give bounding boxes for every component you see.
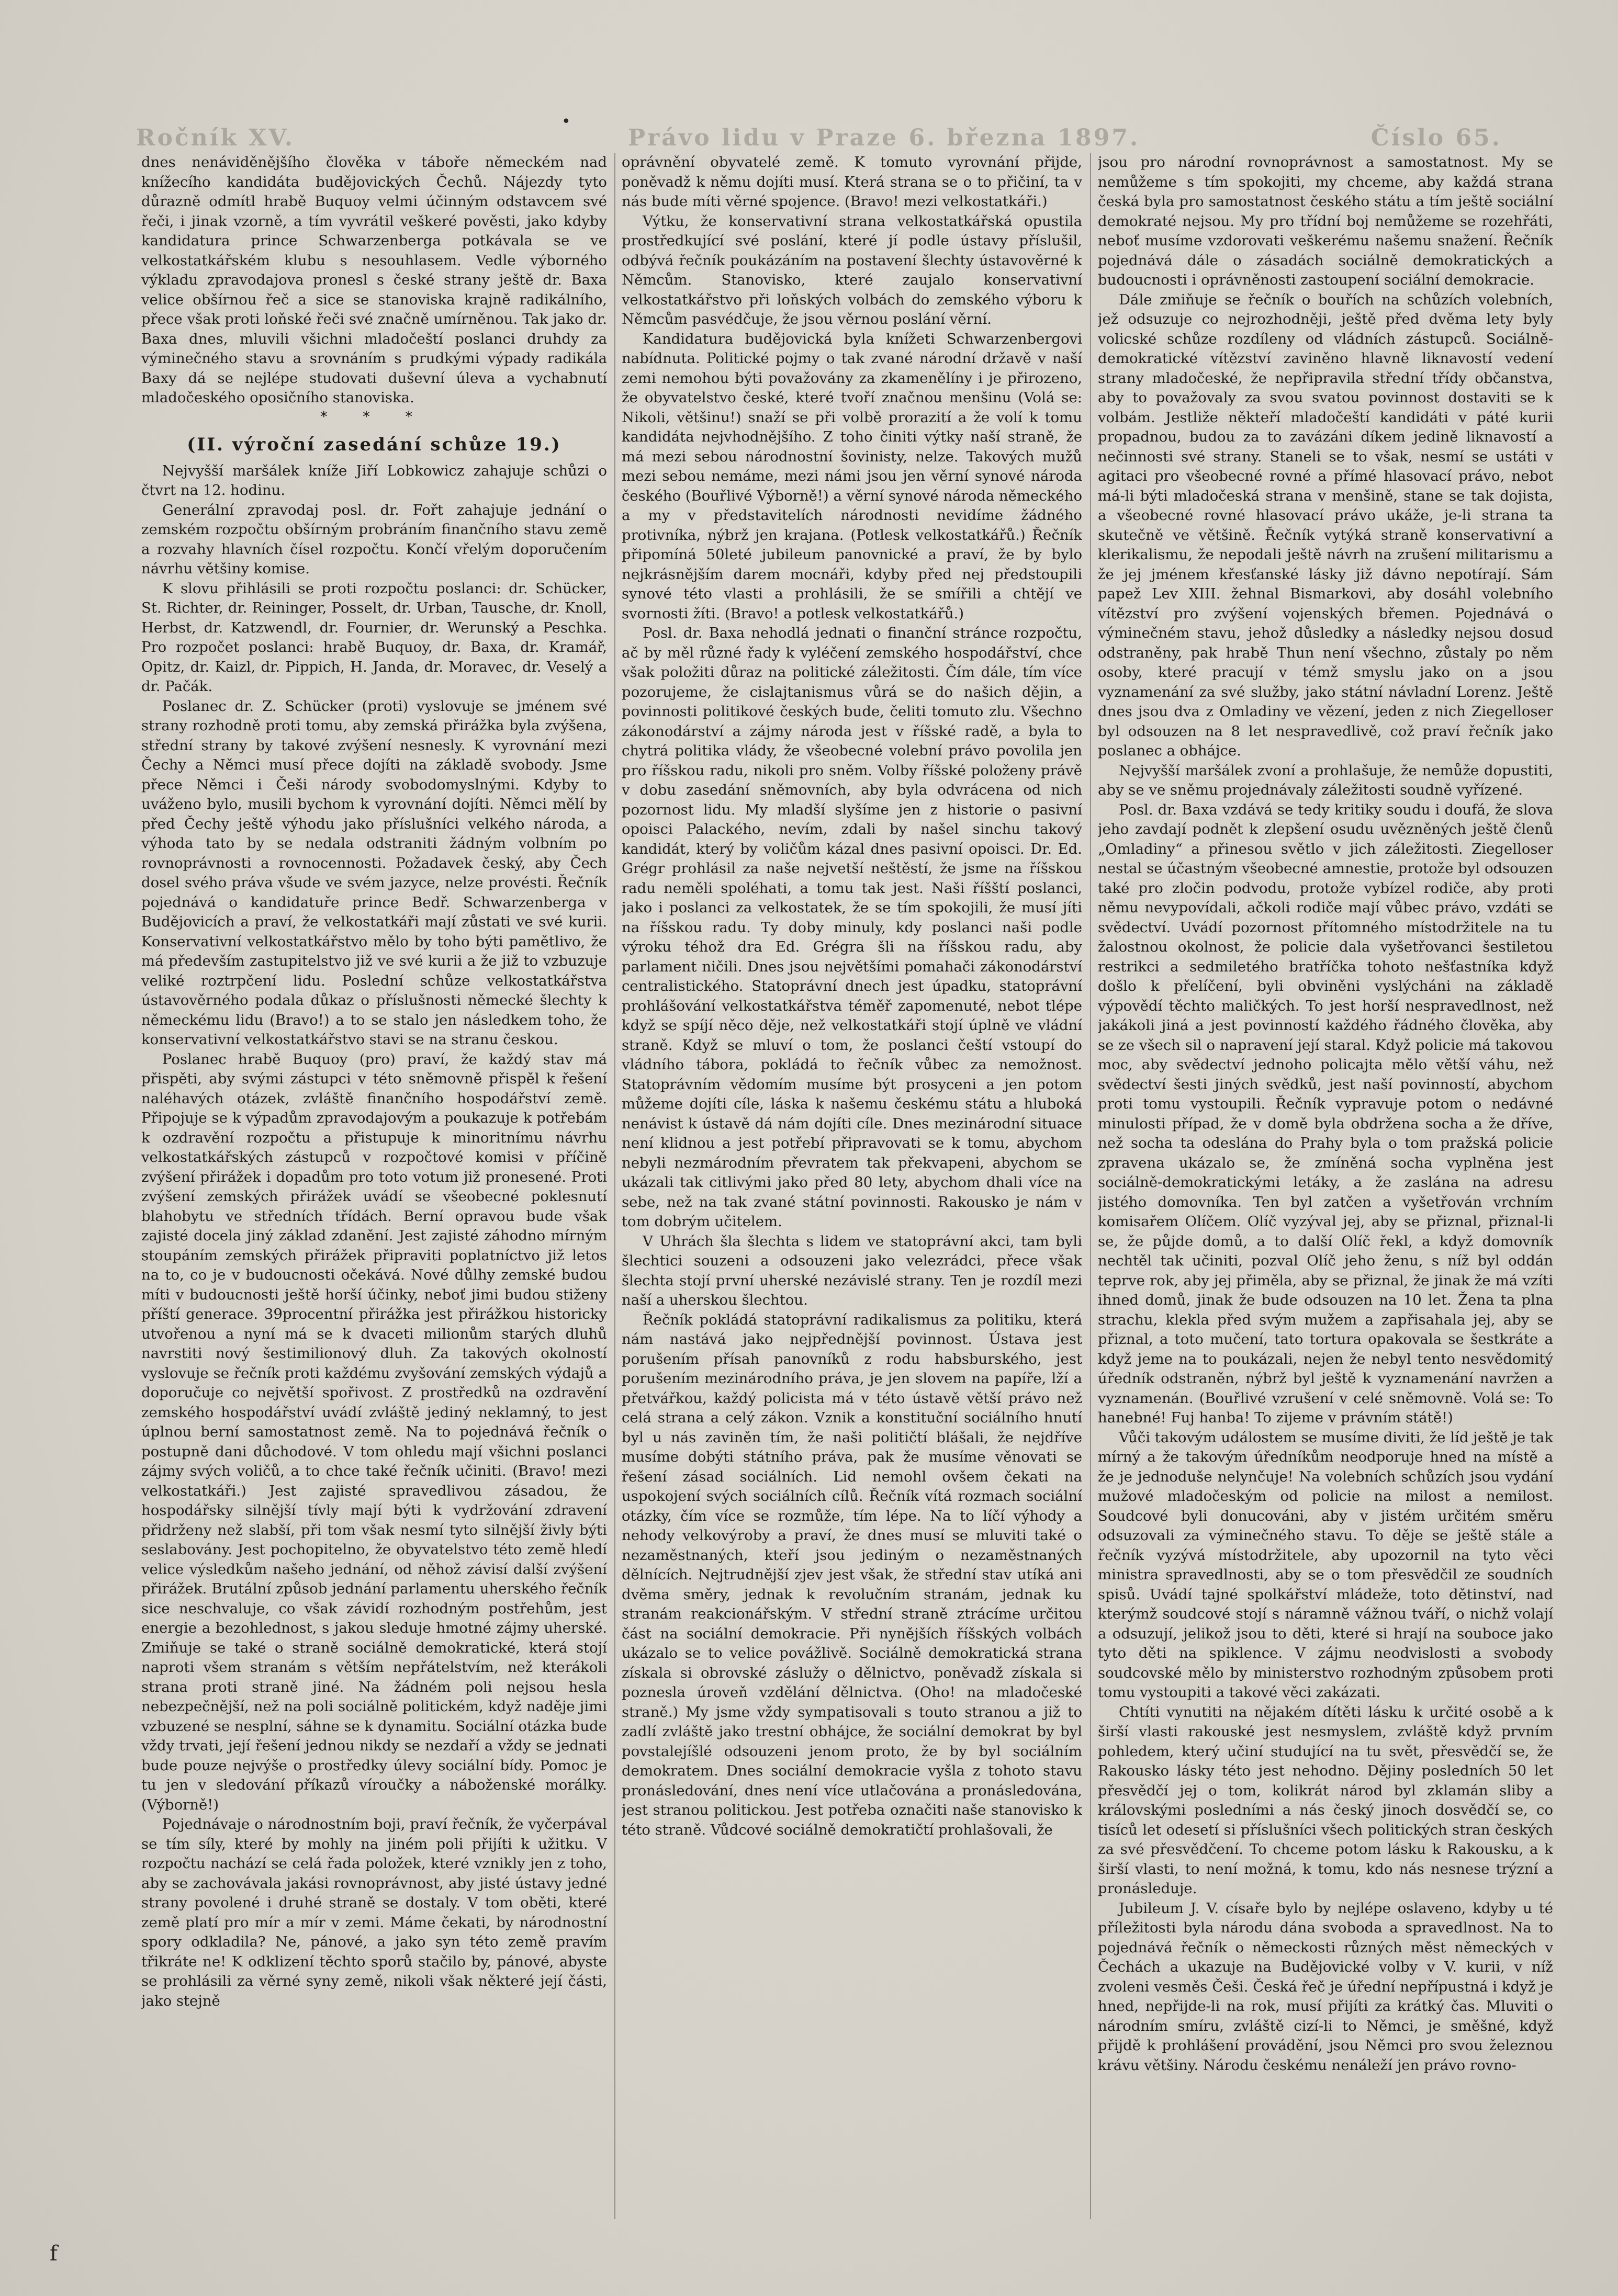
margin-mark: f [50, 2242, 58, 2266]
paragraph: Jubileum J. V. císaře bylo by nejlépe oslaveno, kdyby u té příležitosti byla národu dána svoboda a spravedlnost. Na to pojednává řečník o německosti různých měst německých v Čechách a ukazuje na Budějovické volby v V. kurii, v níž zvoleni vesměs Češi. Česká řeč je úřední nepřípustná i když je hned, nepřijde-li na rok, musí přijíti za krátký čas. Mluviti o národním smíru, zvláště cizí-li to Němci, je směšné, když přijdě k prohlášení provádění, jsou Němci pro svou železnou krávu většiny. Národu českému nenáleží jen právo rovno- [1098, 1899, 1553, 2074]
paragraph: V Uhrách šla šlechta s lidem ve statoprávní akci, tam byli šlechtici souzeni a odsouzeni jako velezrádci, přece však šlechta stojí první uherské nezávislé strany. Ten je rozdíl mezi naší a uherskou šlechtou. [622, 1232, 1082, 1308]
paragraph: dnes nenáviděnějšího člověka v táboře německém nad knížecího kandidáta budějovických Čechů. Nájezdy tyto důrazně odmítl hrabě Buquoy velmi účinným odstavcem své řeči, i jinak vzorně, a tím vyvrátil veškeré pověsti, jako kdyby kandidatura prince Schwarzenberga potkávala se ve velkostatkářském klubu s nesouhlasem. Vedle výborného výkladu zpravodajova pronesl s české strany ještě dr. Baxa velice obšírnou řeč a sice se stanoviska krajně radikálního, přece však proti loňské řeči své značně umírněnou. Tak jako dr. Baxa dnes, mluvili všichni mladočeští poslanci druhdy za výminečného stavu a srovnáním s prudkými výpady radikála Baxy dá se nejlépe studovati duševní úleva a vychabnutí mladočeského oposičního stanoviska. [141, 154, 607, 406]
section-heading: (II. výroční zasedání schůze 19.) [187, 434, 561, 455]
volume-label: Ročník XV. [136, 125, 295, 151]
paragraph: Řečník pokládá statoprávní radikalismus za politiku, která nám nastává jako nejpřednější povinnost. Ústava jest porušením přísah panovníků z rodu habsburského, jest porušením mezinárodního práva, je jen slovem na papíře, lží a přetvářkou, každý policista má v této ústavě větší právo než celá strana a celý zákon. Vznik a konstituční sociálního hnutí byl u nás zaviněn tím, že naši političtí blášali, že nejdříve musíme dobýti státního práva, pak že musíme věnovati se řešení zásad sociálních. Lid nemohl ovšem čekati na uspokojení svých sociálních cílů. Řečník vítá rozmach sociální otázky, čím více se rozmůže, tím lépe. Na to líčí výhody a nehody velkovýroby a praví, že dnes musí se mluviti také o nezaměstnaných, kteří jsou jediným o nezaměstnaných dělnících. Nejtrudnější zjev jest však, že střední stav utíká ani dvěma směry, jednak k revolučním stranám, jednak ku stranám reakcionářským. V střední straně ztrácíme určitou část na sociální demokracie. Při nynějších říšských volbách ukázalo se to velice povážlivě. Sociálně demokratická strana získala si obrovské záslužy o dělnictvo, poněvadž získala si poznesla úroveň vzdělání dělnictva. (Oho! na mladočeské straně.) My jsme vždy sympatisovali s touto stranou a již to zadlí zvláště jako trestní obhájce, že sociální demokrat by byl povstalejíšlé odsouzeni jenom proto, že by byl sociálním demokratem. Dnes sociální demokracie vyšla z tohoto stavu pronásledování, dnes není více utlačována a pronásledována, jest stranou politickou. Jest potřeba označiti naše stanovisko k této straně. Vůdcové sociálně demokratičtí prohlašovali, že [622, 1311, 1082, 1838]
paragraph: Poslanec hrabě Buquoy (pro) praví, že každý stav má přispěti, aby svými zástupci v této sněmovně přispěl k řešení naléhavých otázek, zvláště finančního hospodářství země. Připojuje se k výpadům zpravodajovým a poukazuje k potřebám k ozdravění rozpočtu a přistupuje k minoritnímu návrhu velkostatkářských zástupců v rozpočtové komisi v příčině zvýšení přirážek i dopadům pro toto votum již pronesené. Proti zvýšení zemských přirážek uvádí se všeobecné poklesnutí blahobytu ve středních třídách. Berní opravou bude však zajisté docela jiný základ zdanění. Jest zajisté záhodno mírným stoupáním zemských přirážek připraviti poplatníctvo již letos na to, co je v budoucnosti očekává. Nové důlhy zemské budou míti v budoucnosti ještě horší účinky, neboť jimi budou stiženy příští generace. 39procentní přirážka jest přirážkou historicky utvořenou a nyní má se k dvaceti milionům starých dluhů navrstiti nový šestimilionový dluh. Za takových okolností vyslovuje se řečník proti každému zvyšování zemských výdajů a doporučuje co největší spořivost. Z prostředků na ozdravění zemského hospodářství uvádí zvláště jediný neklamný, to jest úplnou berní samostatnost země. Na to pojednává řečník o postupně dani důchodové. V tom ohledu mají všichni poslanci zájmy svých voličů, a to chce také řečník učiniti. (Bravo! mezi velkostatkáři.) Jest zajisté spravedlivou zásadou, že hospodářsky silnější tívly mají býti k vydržování zdravení přidrženy než slabší, při tom však nesmí tyto silnější živly býti seslabovány. Jest pochopitelno, že obyvatelstvo této země hledí velice výsledkům našeho jednání, od něhož závisí další zvýšení přirážek. Brutální způsob jednání parlamentu uherského řečník sice neschvaluje, co však závidí rozhodným postřehům, jest energie a bezohlednost, s jakou sleduje hmotné zájmy uherské. Zmiňuje se také o straně sociálně demokratické, která stojí naproti všem stranám s větším nepřátelstvím, než kterákoli strana proti straně jiné. Na žádném poli nejsou hesla nebezpečnější, než na poli sociálně politickém, když naděje jimi vzbuzené se nesplní, sáhne se k dynamitu. Sociální otázka bude vždy trvati, její řešení jednou nikdy se nezdaří a vždy se jednati bude pouze nejvýše o prostředky úlevy sociální bídy. Pomoc je tu jen v sledování příkazů víroučky a náboženské morálky. (Výborně!) [141, 1050, 607, 1813]
column-divider [1090, 153, 1091, 2219]
paragraph: Poslanec dr. Z. Schücker (proti) vyslovuje se jménem své strany rozhodně proti tomu, aby zemská přirážka byla zvýšena, střední strany by takové zvýšení nesnesly. K vyrovnání mezi Čechy a Němci musí přece dojíti na základě svobody. Jsme přece Němci i Češi národy svobodomyslnými. Kdyby to uváženo bylo, musili bychom k vyrovnání dojíti. Němci mělí by před Čechy ještě výhodu jako příslušníci velkého národa, a výhoda tato by se nedala odstraniti žádným volbním po rovnoprávnosti a rovnocennosti. Požadavek český, aby Čech dosel svého práva všude ve svém jazyce, nelze provésti. Řečník pojednává o kandidatuře prince Bedř. Schwarzenberga v Budějovicích a praví, že velkostatkáři mají zůstati ve své kurii. Konservativní velkostatkářstvo mělo by toho býti pamětlivo, že má především zastupitelstvo již ve své kurii a že již to vzbuzuje veliké roztrpčení lidu. Poslední schůze velkostatkářstva ústavověrného podala důkaz o příslušnosti německé šlechty k německému lidu (Bravo!) a to se stalo jen následkem toho, že konservativní velkostatkářstvo stavi se na stranu českou. [141, 697, 607, 1048]
paragraph: oprávnění obyvatelé země. K tomuto vyrovnání přijde, poněvadž k němu dojíti musí. Která strana se o to přičiní, ta v nás bude míti věrné spojence. (Bravo! mezi velkostatkáři.) [622, 154, 1082, 210]
column-2 [622, 153, 1082, 2219]
paragraph: Posl. dr. Baxa vzdává se tedy kritiky soudu i doufá, že slova jeho zavdají podnět k zlepšení osudu uvězněných ještě členů „Omladiny“ a přinesou světlo v jich záležitosti. Ziegelloser nestal se účastným všeobecné amnestie, protože byl odsouzen také pro zločin podvodu, protože vybízel rodiče, aby proti němu nevypovídali, ačkoli rodiče mají vůbec právo, vzdáti se svědectví. Uvádí pozornost přítomného místodržitele na tu žalostnou okolnost, že policie dala vyšetřovanci šestiletou restrikci a sedmiletého bratříčka tohoto nešťastníka když došlo k přelíčení, byli obviněni vyslýcháni na základě výpovědí těchto maličkých. To jest horší nespravedlnost, než jakákoli jiná a jest povinností každého řádného člověka, aby se ze všech sil o napravení její staral. Když policie má takovou moc, aby svědectví jednoho policajta mělo větší váhu, než svědectví šesti jiných svědků, jest naší povinností, abychom proti tomu vystoupili. Řečník vypravuje potom o nedávné minulosti případ, že v domě byla obdržena socha a že dříve, než socha ta odeslána do Prahy byla o tom pražská policie zpravena ukázalo se, že zmíněná socha vyplněna jest sociálně-demokratickými letáky, a že zaslána na adresu jistého domovníka. Ten byl zatčen a vyšetřován vrchním komisařem Olíčem. Olíč vyzýval jej, aby se přiznal, přiznal-li se, že půjde domů, a to další Olíč řekl, a když domovník nechtěl tak učiniti, pozval Olíč jeho ženu, s níž byl oddán teprve rok, aby jej přiměla, aby se přiznal, že jinak že má vzíti ihned domů, jinak že bude odsouzen na 10 let. Žena ta plna strachu, klekla před svým mužem a zapřisahala jej, aby se přiznal, a toto mučení, tato tortura opakovala se šestkráte a když jeme na to poukázali, nejen že nebyl tento nesvědomitý úředník odstraněn, nýbrž byl ještě k vyznamenání navržen a vyznamenán. (Bouřlivé vzrušení v celé sněmovně. Volá se: To hanebné! Fuj hanba! To zijeme v právním státě!) [1098, 801, 1553, 1426]
paragraph: Generální zpravodaj posl. dr. Fořt zahajuje jednání o zemském rozpočtu obšírným probráním finančního stavu země a rozvahy hlavních čísel rozpočtu. Končí vřelým doporučením návrhu většiny komise. [141, 501, 607, 577]
paragraph: K slovu přihlásili se proti rozpočtu poslanci: dr. Schücker, St. Richter, dr. Reininger, Posselt, dr. Urban, Tausche, dr. Knoll, Herbst, dr. Katzwendl, dr. Fournier, dr. Werunský a Peschka. Pro rozpočet poslanci: hrabě Buquoy, dr. Baxa, dr. Kramář, Opitz, dr. Kaizl, dr. Pippich, H. Janda, dr. Moravec, dr. Veselý a dr. Pačák. [141, 580, 607, 695]
issue-number: Číslo 65. [1370, 125, 1502, 151]
date-line: Právo lidu v Praze 6. března 1897. [628, 125, 1140, 151]
column-3 [1098, 153, 1553, 2219]
paragraph: jsou pro národní rovnoprávnost a samostatnost. My se nemůžeme s tím spokojiti, my chceme, aby každá strana česká byla pro samostatnost českého státu a tím ještě sociální demokraté nejsou. My pro třídní boj nemůžeme se rozehřáti, neboť musíme vzdorovati veškerému našemu snažení. Řečník pojednává dále o zásadách sociálně demokratických a budoucnosti i oprávněnosti zastoupení sociální demokracie. [1098, 154, 1553, 288]
paragraph: Pojednávaje o národnostním boji, praví řečník, že vyčerpával se tím síly, které by mohly na jiném poli přijíti k užitku. V rozpočtu nachází se celá řada položek, které vznikly jen z toho, aby se zachovávala jakási rovnoprávnost, aby jisté ústavy jedné strany povolené i druhé straně se dostaly. V tom oběti, které země platí pro mír a mír v zemi. Máme čekati, by národnostní spory odkladila? Ne, pánové, a jako syn této země pravím třikráte ne! K odklizení těchto sporů stačilo by, pánové, abyste se prohlásili za věrné syny země, nikoli však některé její části, jako stejně [141, 1816, 607, 2009]
paragraph: Chtíti vynutiti na nějakém dítěti lásku k určité osobě a k širší vlasti rakouské jest nesmyslem, zvláště když prvním pohledem, který učiní studující na tu svět, přesvědčí se, že Rakousko lásky této jest nehodno. Dějiny posledních 50 let přesvědčí jej o tom, kolikrát národ byl zklamán sliby a královskými posledními a nás český jinoch dosvědčí se, co tisíců let odesetí si příslušníci všech politických stran českých za své přesvědčení. To chceme potom lásku k Rakousku, a k širší vlasti, to není možná, k tomu, kdo nás nesnese trýzní a pronásleduje. [1098, 1703, 1553, 1897]
paragraph: Nejvyšší maršálek zvoní a prohlašuje, že nemůže dopustiti, aby se ve sněmu projednávaly záležitosti soudně vyřízené. [1098, 762, 1553, 798]
paragraph: Nejvyšší maršálek kníže Jiří Lobkowicz zahajuje schůzi o čtvrt na 12. hodinu. [141, 462, 607, 499]
page-header [136, 125, 1502, 156]
paragraph: Výtku, že konservativní strana velkostatkářská opustila prostředkující své poslání, které jí podle ústavy příslušil, odbývá řečník poukázáním na postavení šlechty ústavověrné k Němcům. Stanovisko, které zaujalo konservativní velkostatkářstvo při loňských volbách do zemského výboru k Němcům pasvédčuje, že jsou věrnou poslání věrní. [622, 212, 1082, 327]
column-divider [614, 153, 615, 2219]
paragraph: Kandidatura budějovická byla knížeti Schwarzenbergovi nabídnuta. Politické pojmy o tak zvané národní državě v naší zemi nemohou býti považovány za zkamenělíny i je přirozeno, že obyvatelstvo české, které tvoří značnou menšinu (Volá se: Nikoli, většinu!) snaží se při volbě prorazití a že volí k tomu kandidáta nejvhodnějšího. Z toho činiti výtky naší straně, že má mezi sebou národnostní šovinisty, nelze. Takových mužů mezi sebou nemáme, mezi námi jsou jen věrní synové národa českého (Bouřlivé Výborně!) a věrní synové národa německého a my v představitelích národnosti nevidíme žádného protivníka, nýbrž jen krajana. (Potlesk velkostatkářů.) Řečník připomíná 50leté jubileum panovnické a praví, že by bylo nejkrásnějším darem mocnáři, kdyby před nej předstoupili synové této vlasti a prohlásili, že se smířili a chtějí ve svornosti žíti. (Bravo! a potlesk velkostatkářů.) [622, 330, 1082, 622]
column-1 [141, 153, 607, 2219]
section-separator: * * * [320, 409, 428, 425]
ink-dot: • [561, 112, 571, 131]
paragraph: Dále zmiňuje se řečník o bouřích na schůzích volebních, jež odsuzuje co nejrozhodněji, ještě před dvěma lety byly volicské schůze rozdíleny od vládních zástupců. Sociálně-demokratické vítězství zaviněno hlavně liknavostí vedení strany mladočeské, že nepřipravila střední třídy občanstva, aby to považovaly za svou svatou povinnost dostaviti se k volbám. Jestliže někteří mladočeští kandidáti v páté kurii propadnou, budou za to zavázáni díkem jedině liknavostí a nečinnosti své strany. Staneli se to však, nesmí se ustáti v agitaci pro všeobecné rovné a přímé hlasovací právo, nebot má-li býti mladočeská strana v menšině, stane se tak dojista, a všeobecné rovné hlasovací právo ukáže, je-li strana ta skutečně ve většině. Řečník vytýká straně konservativní a klerikalismu, že nepodali ještě návrh na zrušení militarismu a že jej jménem křesťanské lásky již dávno nepotírají. Sám papež Lev XIII. žehnal Bismarkovi, aby dosáhl volebního vítězství pro zvýšení vojenských břemen. Pojednává o výminečném stavu, jehož důsledky a následky nejsou dosud odstraněny, pak hrabě Thun není všechno, zůstaly po něm osoby, které pracují v témž smyslu jako on a jsou vyznamenání za své služby, jako státní návladní Lorenz. Ještě dnes jsou dva z Omladiny ve vězení, jeden z nich Ziegelloser byl odsouzen na 8 let nespravedlivě, což praví řečník jako poslanec a obhájce. [1098, 291, 1553, 759]
paragraph: Posl. dr. Baxa nehodlá jednati o finanční stránce rozpočtu, ač by měl různé řady k vyléčení zemského hospodářství, chce však položiti důraz na politické záležitosti. Čím dále, tím více pozorujeme, že cislajtanismus vůrá se do našich dějin, a povinnosti politikové českých bude, čeliti tomuto zlu. Všechno zákonodárství a zájmy národa jest v říšské radě, a byla to chytrá politika vlády, že všeobecné volební právo povolila jen pro říšskou radu, nikoli pro sněm. Volby říšské položeny právě v dobu zasedání sněmovních, aby byla odvrácena od nich pozornost lidu. My mladší slyšíme jen z historie o pasivní opoisci Palackého, nevím, zdali by našel sinchu takový kandidát, který by voličům kázal dnes pasivní opoisci. Dr. Ed. Grégr prohlásil za naše nejvetší neštěstí, že jsme na říšskou radu neměli spoléhati, a tomu tak jest. Naši říšští poslanci, jako i poslanci za velkostatek, že se tím spokojili, že musí jíti na říšskou radu. Ty doby minuly, kdy poslanci naši podle výroku téhož dra Ed. Grégra šli na říšskou radu, aby parlament ničili. Dnes jsou největšími pomahači zákonodárství centralistického. Statoprávní dnech jest úpadku, statoprávní prohlášování velkostatkářstva téměř zapomenuté, nebot tlépe když se spíjí něco děje, než velkostatkáři stojí úplně ve vládní straně. Když se mluví o tom, že poslanci čeští vstoupí do vládního tábora, pokládá to řečník vůbec za nemožnost. Statoprávním vědomím musíme být prosyceni a jen potom můžeme dojíti cíle, láska k našemu českému státu a hluboká nenávist k ústavě dá nám dojíti cíle. Dnes mezinárodní situace není klidnou a jest potřebí připravovati se k tomu, abychom nebyli nezmárodním převratem tak překvapeni, abychom se ukázali tak citlivými jako před 80 lety, abychom dhali více na sebe, než na tak zvané státní povinnosti. Rakousko je nám v tom dobrým učitelem. [622, 625, 1082, 1230]
paragraph: Vůči takovým událostem se musíme diviti, že líd ještě je tak mírný a že takovým úředníkům neodporuje hned na místě a že je jednoduše nelynčuje! Na volebních schůzích jsou vydání mužové mladočeským od policie na milost a nemilost. Soudcové byli donucováni, aby v jistém určitém směru odsuzovali za výminečného stavu. To děje se ještě stále a řečník vyzývá místodržitele, aby upozornil na tyto věci ministra spravedlnosti, aby se o tom přesvědčil ze soudních spisů. Uvádí tajné spolkářství mládeže, toto dětinství, nad kterýmž soudcové stojí s náramně vážnou tváří, o nichž volají a odsuzují, jelikož jsou to děti, které si hrají na souboce jako tyto děti na spiklence. V zájmu neodvislosti a svobody soudcovské mělo by ministerstvo rozhodným způsobem proti tomu vystoupiti a takové věci zakázati. [1098, 1429, 1553, 1701]
